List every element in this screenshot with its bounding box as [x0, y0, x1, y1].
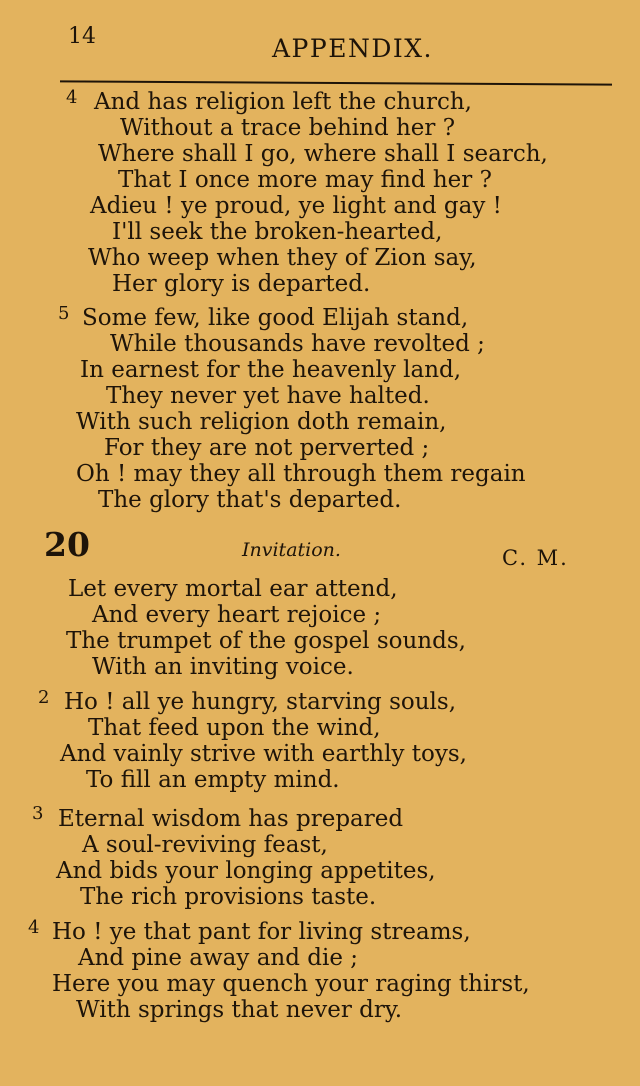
verse-line: A soul-reviving feast, [82, 832, 328, 858]
verse-line: Oh ! may they all through them regain [76, 461, 526, 487]
verse-line: Let every mortal ear attend, [68, 576, 398, 602]
hymn-meter: C. M. [502, 546, 569, 570]
verse-line: Eternal wisdom has prepared [58, 806, 404, 832]
header-rule [60, 80, 612, 85]
stanza-number: 3 [32, 803, 44, 824]
verse-line: Without a trace behind her ? [120, 115, 456, 141]
verse-line: Ho ! ye that pant for living streams, [52, 919, 471, 945]
verse-line: And has religion left the church, [94, 89, 472, 115]
verse-line: Where shall I go, where shall I search, [98, 141, 548, 167]
verse-line: To fill an empty mind. [86, 767, 340, 793]
verse-line: In earnest for the heavenly land, [80, 357, 462, 383]
stanza-number: 4 [28, 917, 40, 938]
verse-line: Who weep when they of Zion say, [88, 245, 477, 271]
verse-line: For they are not perverted ; [104, 435, 430, 461]
verse-line: With such religion doth remain, [76, 409, 447, 435]
verse-line: Her glory is departed. [112, 271, 371, 297]
verse-line: While thousands have revolted ; [110, 331, 485, 357]
stanza-number: 4 [66, 87, 78, 108]
running-head: APPENDIX. [272, 34, 433, 63]
verse-line: With springs that never dry. [76, 997, 403, 1023]
verse-line: With an inviting voice. [92, 654, 354, 680]
verse-line: That feed upon the wind, [88, 715, 381, 741]
stanza-number: 5 [58, 303, 70, 324]
verse-line: I'll seek the broken-hearted, [112, 219, 443, 245]
hymn-number: 20 [44, 525, 90, 564]
page-number: 14 [68, 24, 96, 49]
hymn-title: Invitation. [242, 539, 341, 561]
verse-line: That I once more may find her ? [118, 167, 492, 193]
verse-line: And every heart rejoice ; [92, 602, 382, 628]
verse-line: The rich provisions taste. [80, 884, 377, 910]
verse-line: Some few, like good Elijah stand, [82, 305, 469, 331]
verse-line: Here you may quench your raging thirst, [52, 971, 530, 997]
verse-line: The glory that's departed. [98, 487, 402, 513]
stanza-number: 2 [38, 687, 50, 708]
verse-line: They never yet have halted. [106, 383, 430, 409]
verse-line: Adieu ! ye proud, ye light and gay ! [90, 193, 502, 219]
verse-line: And bids your longing appetites, [56, 858, 436, 884]
verse-line: Ho ! all ye hungry, starving souls, [64, 689, 457, 715]
verse-line: The trumpet of the gospel sounds, [66, 628, 466, 654]
verse-line: And pine away and die ; [78, 945, 358, 971]
verse-line: And vainly strive with earthly toys, [60, 741, 467, 767]
